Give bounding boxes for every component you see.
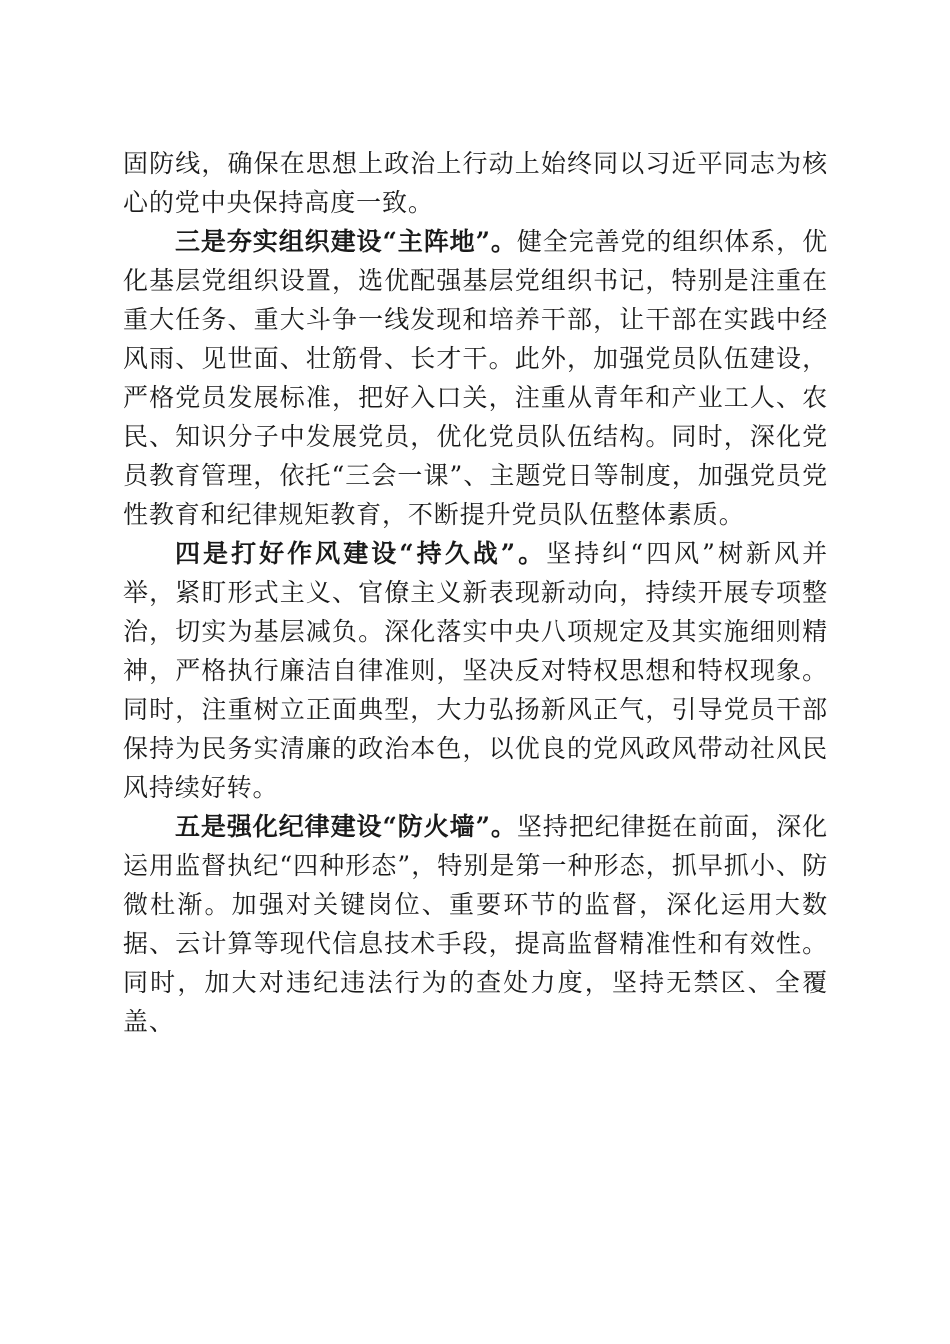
paragraph-discipline-building: [123, 807, 828, 1041]
paragraph-text: 坚持把纪律挺在前面，深化运用监督执纪“四种形态”，特别是第一种形态，抓早抓小、防微杜渐。加强对关键岗位、重要环节的监督，深化运用大数据、云计算等现代信息技术手段，提高监督精准性和有效性。同时，加大对违纪违法行为的查处力度，坚持无禁区、全覆盖、: [123, 812, 828, 1036]
document-body: [123, 144, 828, 1041]
paragraph-text: 固防线，确保在思想上政治上行动上始终同以习近平同志为核心的党中央保持高度一致。: [123, 149, 828, 217]
paragraph-text: 坚持纠“四风”树新风并举，紧盯形式主义、官僚主义新表现新动向，持续开展专项整治，切实为基层减负。深化落实中央八项规定及其实施细则精神，严格执行廉洁自律准则，坚决反对特权思想和特权现象。同时，注重树立正面典型，大力弘扬新风正气，引导党员干部保持为民务实清廉的政治本色，以优良的党风政风带动社风民风持续好转。: [123, 539, 828, 802]
paragraph-heading: 三是夯实组织建设“主阵地”。: [175, 227, 517, 256]
paragraph-heading: 五是强化纪律建设“防火墙”。: [175, 812, 517, 841]
paragraph-text: 健全完善党的组织体系，优化基层党组织设置，选优配强基层党组织书记，特别是注重在重大任务、重大斗争一线发现和培养干部，让干部在实践中经风雨、见世面、壮筋骨、长才干。此外，加强党员队伍建设，严格党员发展标准，把好入口关，注重从青年和产业工人、农民、知识分子中发展党员，优化党员队伍结构。同时，深化党员教育管理，依托“三会一课”、主题党日等制度，加强党员党性教育和纪律规矩教育，不断提升党员队伍整体素质。: [123, 227, 828, 529]
paragraph-continuation: [123, 144, 828, 222]
paragraph-organization-building: [123, 222, 828, 534]
paragraph-heading: 四是打好作风建设“持久战”。: [175, 539, 547, 568]
paragraph-style-building: [123, 534, 828, 807]
